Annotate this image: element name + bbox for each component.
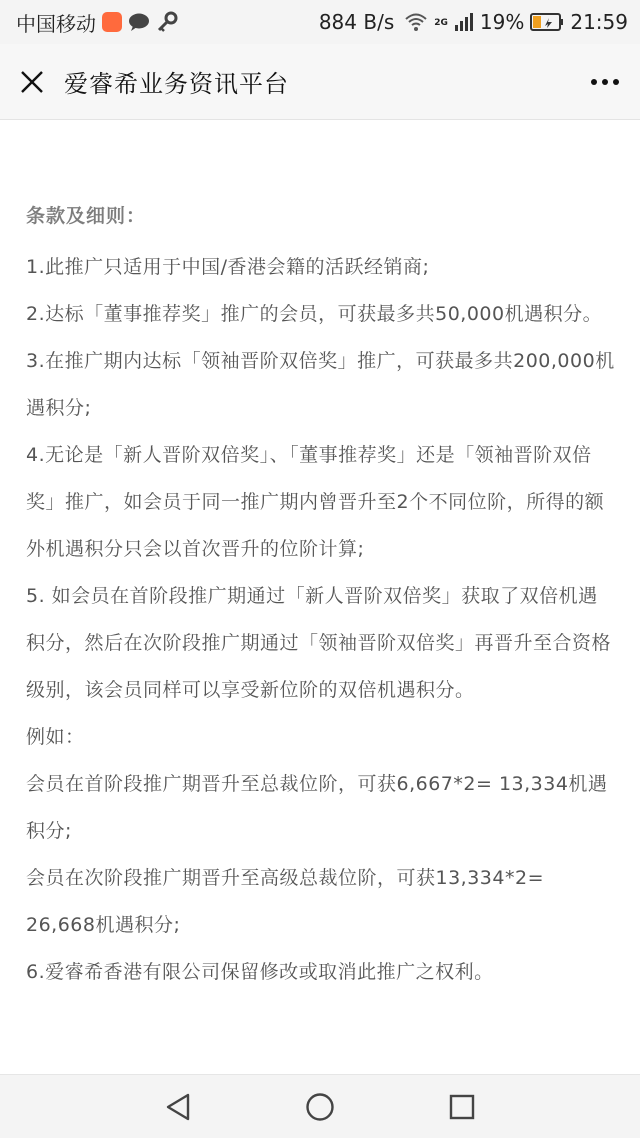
terms-heading: 条款及细则： — [26, 205, 147, 227]
wifi-icon — [404, 12, 428, 32]
more-icon — [590, 78, 620, 86]
system-navigation-bar — [0, 1074, 640, 1138]
terms-item-4: 4.无论是「新人晋阶双倍奖」、「董事推荐奖」还是「领袖晋阶双倍奖」推广，如会员于同一推广期内曾晋升至2个不同位阶，所得的额外机遇积分只会以首次晋升的位阶计算; — [26, 444, 605, 560]
example-line-1: 会员在首阶段推广期晋升至总裁位阶，可获6,667*2= 13,334机遇积分; — [26, 773, 608, 842]
battery-icon — [530, 13, 564, 31]
article-content — [26, 196, 616, 996]
terms-item-1: 1.此推广只适用于中国/香港会籍的活跃经销商; — [26, 256, 430, 278]
clock: 21:59 — [570, 10, 628, 34]
terms-item-6: 6.爱睿希香港有限公司保留修改或取消此推广之权利。 — [26, 961, 494, 983]
close-icon — [20, 70, 44, 94]
status-bar — [0, 0, 640, 44]
home-circle-icon — [305, 1092, 335, 1122]
network-speed: 884 B/s — [318, 10, 395, 34]
status-bar-left — [16, 8, 178, 37]
page-title: 爱睿希业务资讯平台 — [64, 70, 289, 98]
title-bar — [0, 44, 640, 120]
key-icon — [156, 11, 178, 33]
carrier-label: 中国移动 — [16, 11, 96, 36]
home-button[interactable] — [303, 1090, 337, 1124]
recents-square-icon — [448, 1093, 476, 1121]
chat-bubble-icon — [128, 13, 150, 31]
back-triangle-icon — [164, 1092, 192, 1122]
network-type-label: 2G — [434, 18, 448, 28]
more-options-button[interactable] — [570, 44, 640, 120]
example-line-2: 会员在次阶段推广期晋升至高级总裁位阶，可获13,334*2= 26,668机遇积分; — [26, 867, 544, 936]
terms-item-2: 2.达标「董事推荐奖」推广的会员，可获最多共50,000机遇积分。 — [26, 303, 603, 325]
close-button[interactable] — [0, 44, 64, 120]
terms-item-5: 5. 如会员在首阶段推广期通过「新人晋阶双倍奖」获取了双倍机遇积分，然后在次阶段推广期通过「领袖晋阶双倍奖」再晋升至合资格级别，该会员同样可以享受新位阶的双倍机遇积分。 — [26, 585, 612, 701]
recents-button[interactable] — [445, 1090, 479, 1124]
battery-percent: 19% — [479, 10, 525, 34]
terms-item-3: 3.在推广期内达标「领袖晋阶双倍奖」推广，可获最多共200,000机遇积分; — [26, 350, 615, 419]
back-button[interactable] — [161, 1090, 195, 1124]
app-notification-icon — [102, 12, 122, 32]
example-label: 例如： — [26, 726, 85, 748]
status-bar-right — [319, 10, 628, 34]
signal-strength-icon — [454, 13, 474, 31]
